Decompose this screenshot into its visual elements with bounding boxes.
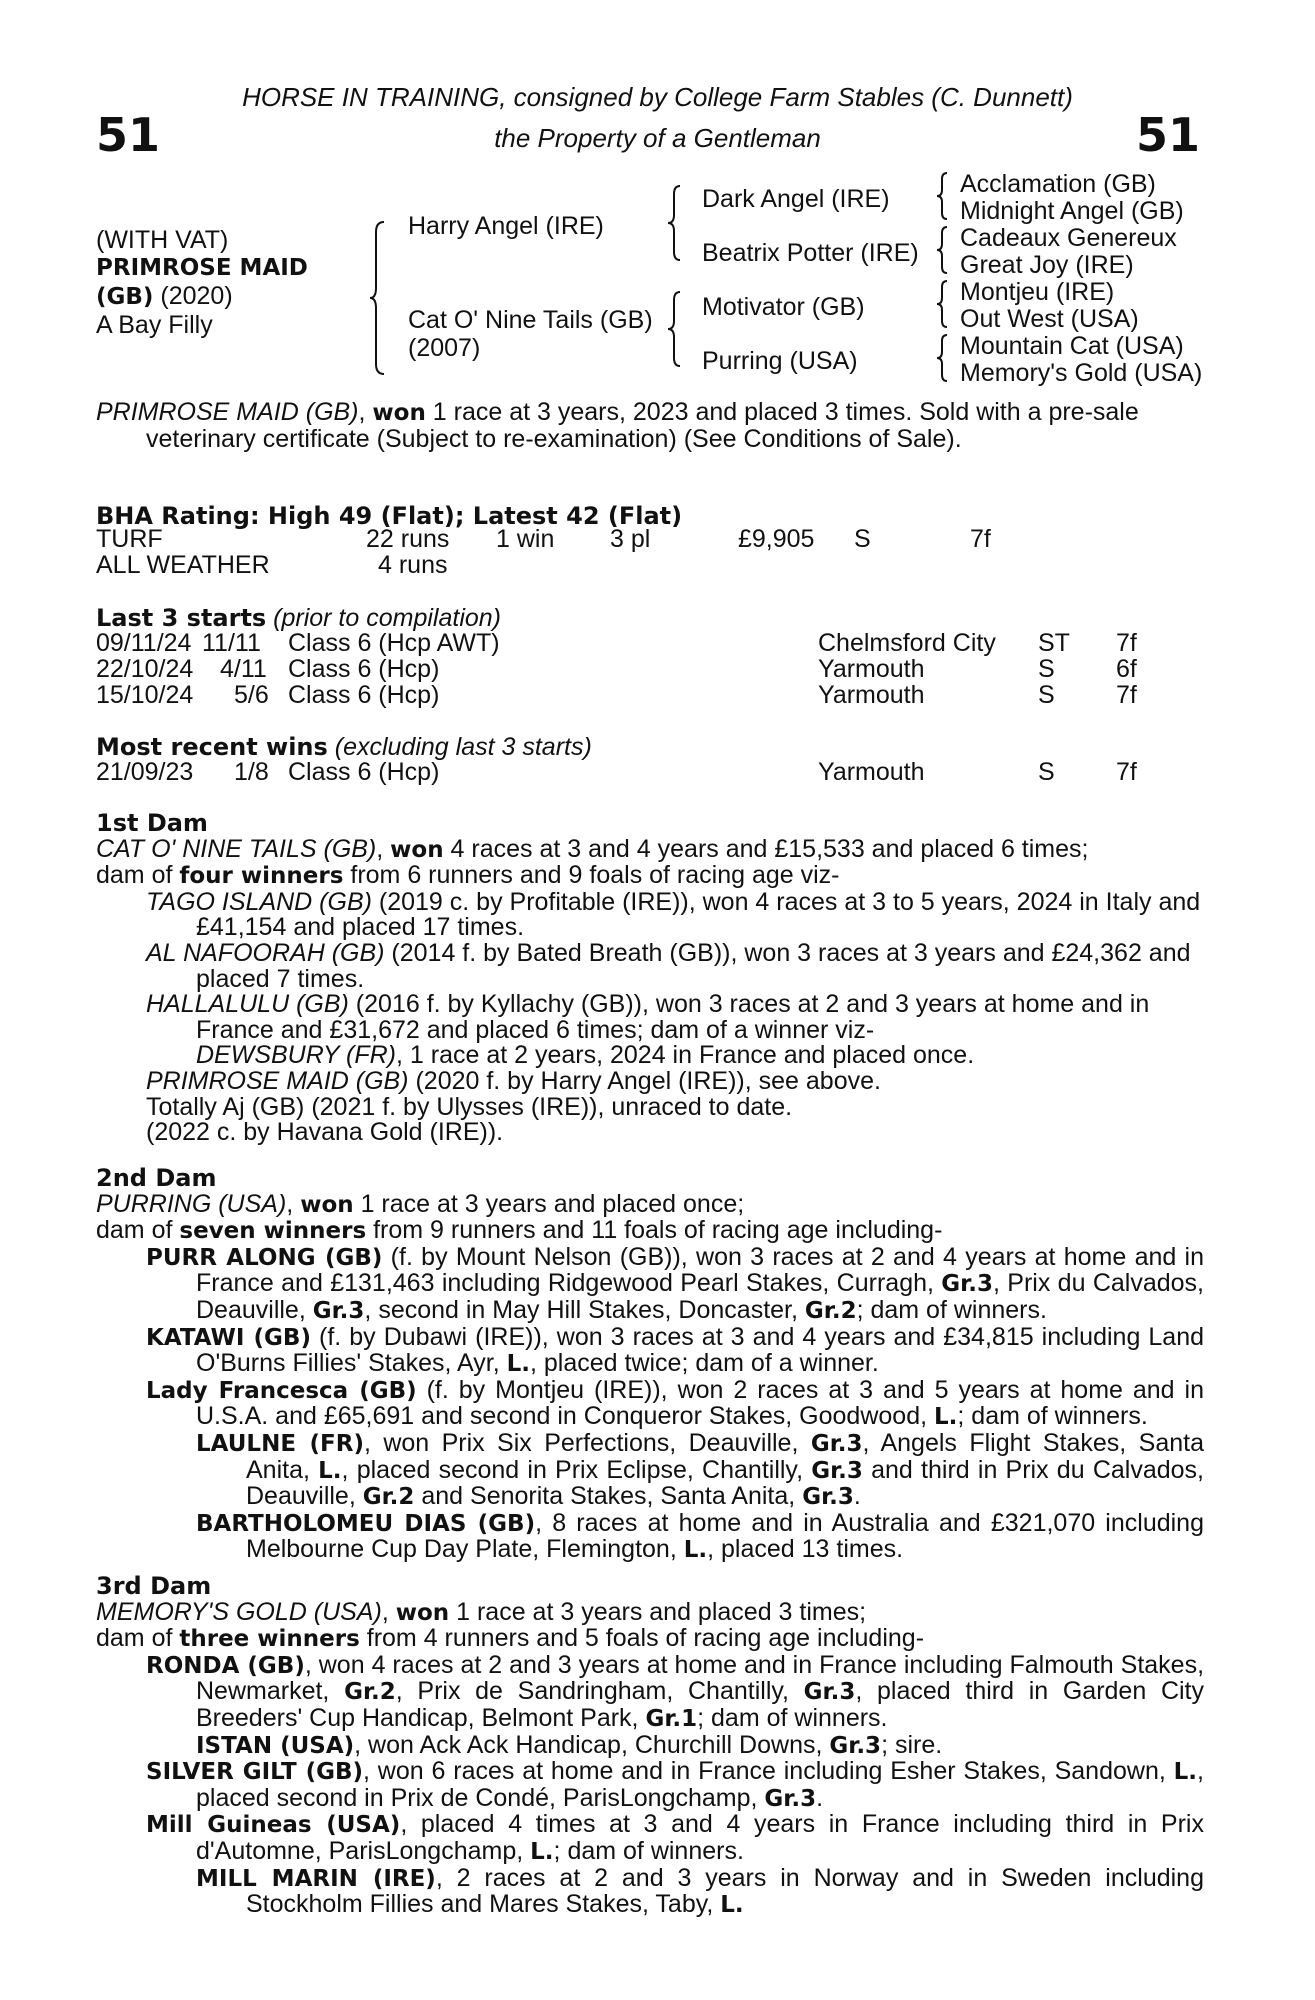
horse-summary: PRIMROSE MAID (GB), won 1 race at 3 years, 2023 and placed 3 times. Sold with a pre-sale veterinary certificate (Subject to re-examination) (See Conditions of Sale).	[96, 398, 1139, 453]
horse-identity	[96, 226, 308, 339]
third-dam-section	[96, 1574, 1204, 1919]
horse-name: PRIMROSE MAID	[96, 255, 308, 281]
pedigree-brace-g3-2	[935, 224, 951, 276]
progeny-entry: ISTAN (USA), won Ack Ack Handicap, Churchill Downs, Gr.3; sire.	[196, 1730, 943, 1759]
pedigree-sire-sire: Dark Angel (IRE)	[702, 185, 890, 213]
pedigree-brace-g3-4	[935, 332, 951, 384]
pedigree-brace-g3-3	[935, 278, 951, 330]
progeny-entry: BARTHOLOMEU DIAS (GB), 8 races at home and in Australia and £321,070 including Melbourne Cup Day Plate, Flemington, L., placed 13 times.	[196, 1508, 1204, 1564]
race-row: 22/10/24 4/11 Class 6 (Hcp) Yarmouth S 6f	[96, 655, 1137, 683]
second-dam-section	[96, 1166, 1204, 1564]
first-dam-produce: dam of four winners from 6 runners and 9 foals of racing age viz-	[96, 861, 840, 890]
horse-description: A Bay Filly	[96, 311, 213, 339]
progeny-entry: Mill Guineas (USA), placed 4 times at 3 and 4 years in France including third in Prix d'Automne, ParisLongchamp, L.; dam of winners.	[146, 1810, 1204, 1865]
pedigree-sire: Harry Angel (IRE)	[408, 212, 604, 240]
pedigree-dam-sire: Motivator (GB)	[702, 293, 865, 321]
rating-aw-row: ALL WEATHER 4 runs	[96, 551, 448, 579]
pedigree-g3-item: Midnight Angel (GB)	[960, 197, 1184, 225]
pedigree-dam-dam: Purring (USA)	[702, 347, 858, 375]
pedigree-brace-sire	[666, 182, 686, 264]
consignor-line: HORSE IN TRAINING, consigned by College Farm Stables (C. Dunnett)	[242, 82, 1073, 112]
rating-turf-row: TURF 22 runs 1 win 3 pl £9,905 S 7f	[96, 525, 991, 553]
progeny-entry: HALLALULU (GB) (2016 f. by Kyllachy (GB)), won 3 races at 2 and 3 years at home and in France and £31,672 and placed 6 times; dam of a winner viz-	[146, 990, 1150, 1044]
property-line: the Property of a Gentleman	[494, 123, 821, 153]
pedigree-brace-g3-1	[935, 170, 951, 222]
progeny-entry: AL NAFOORAH (GB) (2014 f. by Bated Breath (GB)), won 3 races at 3 years and £24,362 and placed 7 times.	[146, 938, 1191, 993]
pedigree-brace-main	[368, 218, 388, 378]
second-dam-heading: 2nd Dam	[96, 1164, 217, 1192]
pedigree-g3-item: Great Joy (IRE)	[960, 251, 1134, 279]
progeny-entry: SILVER GILT (GB), won 6 races at home and in France including Esher Stakes, Sandown, L., placed second in Prix de Condé, ParisLongchamp, Gr.3.	[146, 1757, 1204, 1812]
last3-heading: Last 3 starts (prior to compilation)	[96, 604, 502, 632]
progeny-entry: KATAWI (GB) (f. by Dubawi (IRE)), won 3 races at 3 and 4 years and £34,815 including Land O'Burns Fillies' Stakes, Ayr, L., placed twice; dam of a winner.	[146, 1322, 1204, 1378]
pedigree-brace-dam	[666, 288, 686, 370]
pedigree-sire-dam: Beatrix Potter (IRE)	[702, 239, 919, 267]
recent-wins-heading: Most recent wins (excluding last 3 starts)	[96, 733, 592, 761]
progeny-entry: PURR ALONG (GB) (f. by Mount Nelson (GB)), won 3 races at 2 and 4 years at home and in France and £131,463 including Ridgewood Pearl Stakes, Curragh, Gr.3, Prix du Calvados, Deauville, Gr.3, second in May Hill Stakes, Doncaster, Gr.2; dam of winners.	[146, 1242, 1205, 1324]
progeny-entry: (2022 c. by Havana Gold (IRE)).	[146, 1118, 504, 1147]
first-dam-section	[96, 811, 1204, 1146]
progeny-entry: TAGO ISLAND (GB) (2019 c. by Profitable (IRE)), won 4 races at 3 to 5 years, 2024 in Italy and £41,154 and placed 17 times.	[146, 887, 1201, 942]
vat-note: (WITH VAT)	[96, 226, 229, 254]
progeny-entry: DEWSBURY (FR), 1 race at 2 years, 2024 in France and placed once.	[196, 1041, 975, 1070]
lot-number-right: 51	[1135, 108, 1200, 162]
second-dam-produce: dam of seven winners from 9 runners and 11 foals of racing age including-	[96, 1216, 943, 1245]
pedigree-dam: Cat O' Nine Tails (GB) (2007)	[408, 306, 653, 362]
third-dam-heading: 3rd Dam	[96, 1572, 212, 1600]
progeny-entry: Lady Francesca (GB) (f. by Montjeu (IRE)), won 2 races at 3 and 5 years at home and in U.S.A. and £65,691 and second in Conqueror Stakes, Goodwood, L.; dam of winners.	[146, 1375, 1204, 1431]
pedigree-g3-item: Acclamation (GB)	[960, 170, 1156, 198]
third-dam-intro: MEMORY'S GOLD (USA), won 1 race at 3 years and placed 3 times;	[96, 1597, 867, 1626]
progeny-entry: RONDA (GB), won 4 races at 2 and 3 years at home and in France including Falmouth Stakes, Newmarket, Gr.2, Prix de Sandringham, Chantilly, Gr.3, placed third in Garden City Breeders' Cup Handicap, Belmont Park, Gr.1; dam of winners.	[146, 1650, 1205, 1732]
pedigree-g3-item: Memory's Gold (USA)	[960, 359, 1203, 387]
first-dam-intro: CAT O' NINE TAILS (GB), won 4 races at 3 and 4 years and £15,533 and placed 6 times;	[96, 834, 1089, 863]
progeny-entry: Totally Aj (GB) (2021 f. by Ulysses (IRE)), unraced to date.	[146, 1092, 793, 1121]
race-row: 15/10/24 5/6 Class 6 (Hcp) Yarmouth S 7f	[96, 681, 1137, 709]
pedigree-g3-item: Out West (USA)	[960, 305, 1139, 333]
race-row: 09/11/24 11/11 Class 6 (Hcp AWT) Chelmsford City ST 7f	[96, 629, 1137, 657]
race-row: 21/09/23 1/8 Class 6 (Hcp) Yarmouth S 7f	[96, 758, 1137, 786]
pedigree-g3-list	[960, 171, 1202, 387]
progeny-entry: LAULNE (FR), won Prix Six Perfections, Deauville, Gr.3, Angels Flight Stakes, Santa Anita, L., placed second in Prix Eclipse, Chantilly, Gr.3 and third in Prix du Calvados, Deauville, Gr.2 and Senorita Stakes, Santa Anita, Gr.3.	[196, 1428, 1204, 1511]
progeny-entry: PRIMROSE MAID (GB) (2020 f. by Harry Angel (IRE)), see above.	[146, 1066, 881, 1095]
second-dam-intro: PURRING (USA), won 1 race at 3 years and placed once;	[96, 1189, 745, 1218]
third-dam-produce: dam of three winners from 4 runners and 5 foals of racing age including-	[96, 1624, 925, 1653]
pedigree-g3-item: Cadeaux Genereux	[960, 224, 1177, 252]
progeny-entry: MILL MARIN (IRE), 2 races at 2 and 3 years in Norway and in Sweden including Stockholm Fillies and Mares Stakes, Taby, L.	[196, 1863, 1204, 1919]
bha-rating-heading: BHA Rating: High 49 (Flat); Latest 42 (Flat)	[96, 502, 683, 530]
lot-number-left: 51	[96, 108, 161, 162]
horse-origin-year: (GB) (2020)	[96, 282, 233, 310]
pedigree-g3-item: Mountain Cat (USA)	[960, 332, 1184, 360]
first-dam-heading: 1st Dam	[96, 809, 208, 837]
pedigree-g3-item: Montjeu (IRE)	[960, 278, 1115, 306]
